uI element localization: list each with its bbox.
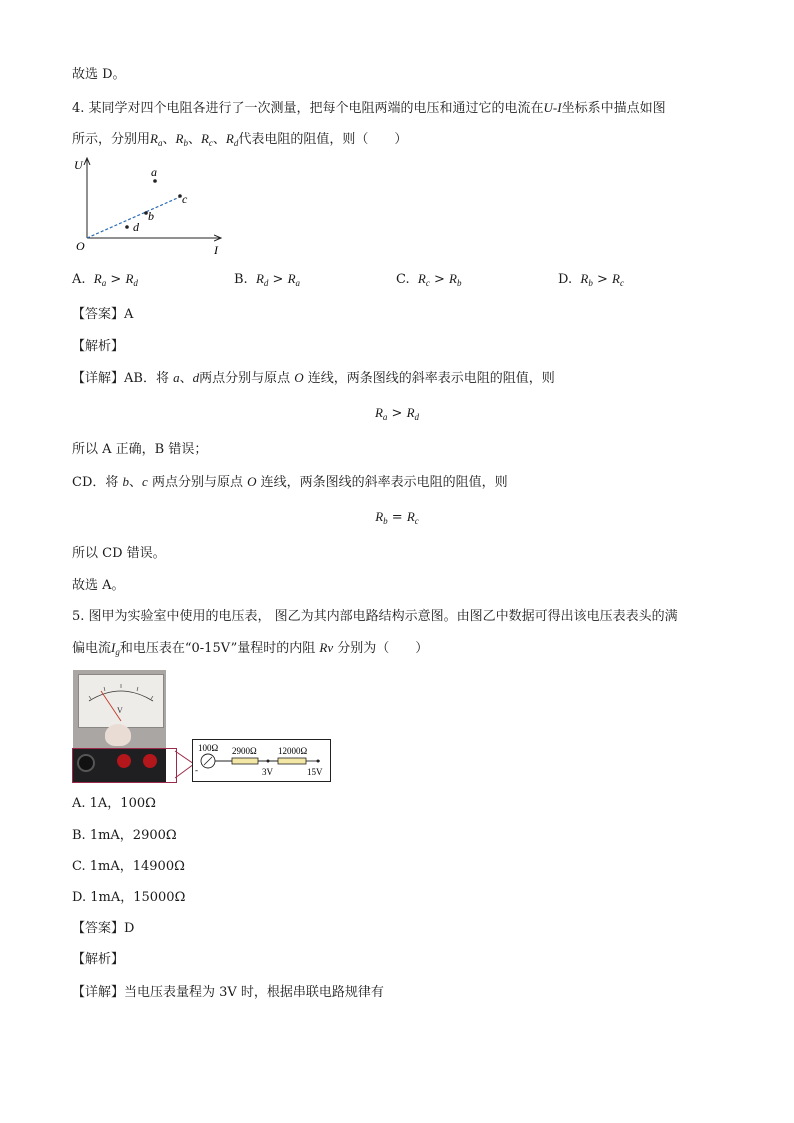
meter-knob (105, 724, 131, 746)
detail-cd-text-1: CD．将 (72, 475, 119, 490)
option-label: A. (72, 272, 86, 287)
q4-detail-ab (72, 369, 555, 388)
sub-c: c (414, 516, 419, 526)
y-axis-label: U (74, 158, 83, 172)
point-b-label: b (148, 209, 154, 223)
q4-stem-text-c1: 所示，分别用 (72, 132, 151, 147)
point-d-ref: d (192, 370, 200, 385)
operator: = (391, 510, 403, 525)
ui-graph-figure (70, 152, 230, 258)
sub-right: b (456, 278, 462, 288)
operator: > (272, 272, 284, 287)
sub-b: b (183, 138, 188, 148)
symbol-r: R (449, 271, 457, 286)
formula-ra-gt-rd (0, 404, 794, 426)
separator: 、 (179, 371, 193, 386)
q5-detail: 【详解】当电压表量程为 3V 时，根据串联电路规律有 (72, 985, 384, 1000)
symbol-r: R (150, 131, 158, 146)
point-c-label: c (182, 192, 188, 206)
symbol-r: R (200, 131, 209, 146)
separator: 、 (212, 132, 226, 147)
q4-answer: 【答案】A (72, 307, 134, 322)
sub-c: c (208, 138, 213, 148)
point-a-label: a (151, 165, 157, 179)
q5-option-d[interactable]: D. 1mA，15000Ω (72, 890, 186, 905)
formula-rb-eq-rc (0, 508, 794, 530)
symbol-r: R (175, 131, 184, 146)
separator: 、 (129, 475, 143, 490)
symbol-r: R (375, 509, 384, 524)
point-c-ref: c (142, 474, 148, 489)
sub-b: b (383, 516, 388, 526)
operator: > (596, 272, 608, 287)
q4-final-choice: 故选 A。 (72, 578, 125, 593)
operator: > (391, 406, 403, 421)
separator: 、 (162, 132, 176, 147)
q4-ui-label: U-I (543, 100, 562, 115)
option-label: B. (234, 272, 248, 287)
q4-detail-cd (72, 473, 508, 492)
q4-stem-text-b: 坐标系中描点如图 (561, 101, 666, 116)
terminal-highlight-box (72, 748, 177, 783)
sub-d: d (414, 412, 420, 422)
resistor-2900 (232, 758, 258, 764)
q5-text-2: 和电压表在“0-15V”量程时的内阻 (119, 641, 316, 656)
q5-text-1: 偏电流 (72, 641, 112, 656)
q5-stem-line-2 (72, 639, 428, 661)
meter-scale (79, 675, 163, 727)
separator: 、 (187, 132, 201, 147)
sub-g: g (115, 647, 120, 657)
symbol-rv: Rv (319, 640, 334, 655)
symbol-r: R (612, 271, 620, 286)
point-a (153, 179, 157, 183)
symbol-r: R (125, 271, 134, 286)
origin-label: O (76, 239, 85, 253)
meter-label: V (117, 706, 123, 715)
x-axis-label: I (214, 243, 218, 257)
symbol-r: R (406, 405, 415, 420)
detail-ab-text-2: 两点分别与原点 (199, 371, 291, 386)
symbol-r: R (417, 271, 426, 286)
q4-stem-text-c2: 代表电阻的阻值，则（ ） (238, 132, 408, 147)
sub-a: a (382, 412, 388, 422)
q5-answer: 【答案】D (72, 921, 135, 936)
resistor-2900-label: 2900Ω (232, 746, 257, 756)
q4-analysis-tag: 【解析】 (72, 339, 125, 354)
sub-a: a (157, 138, 163, 148)
sub-d: d (233, 138, 239, 148)
option-label: C. (396, 272, 410, 287)
option-label: D. (558, 272, 573, 287)
symbol-r: R (93, 271, 102, 286)
point-a-ref: a (173, 370, 180, 385)
minus-label: - (195, 765, 198, 775)
q5-option-a[interactable]: A. 1A，100Ω (72, 796, 156, 811)
sub-left: a (101, 278, 107, 288)
symbol-r: R (225, 131, 234, 146)
q4-option-d[interactable] (558, 270, 624, 292)
circuit-diagram (192, 739, 332, 783)
sub-right: c (619, 278, 624, 288)
tap-3v-label: 3V (262, 767, 273, 777)
operator: > (110, 272, 122, 287)
symbol-r: R (580, 271, 589, 286)
meter-resistance-label: 100Ω (198, 743, 219, 753)
q5-option-c[interactable]: C. 1mA，14900Ω (72, 859, 185, 874)
resistor-12000 (278, 758, 306, 764)
detail-ab-text-3: 连线，两条图线的斜率表示电阻的阻值，则 (307, 371, 555, 386)
symbol-r: R (406, 509, 415, 524)
q4-option-c[interactable] (396, 270, 461, 292)
meter-face (78, 674, 164, 728)
sub-left: c (425, 278, 430, 288)
q5-option-b[interactable]: B. 1mA，2900Ω (72, 828, 177, 843)
symbol-r: R (287, 271, 296, 286)
q5-text-3: 分别为（ ） (337, 641, 429, 656)
previous-answer-line: 故选 D。 (72, 67, 126, 82)
origin-ref: O (247, 474, 257, 489)
q4-stem-text-a: 4. 某同学对四个电阻各进行了一次测量，把每个电阻两端的电压和通过它的电流在 (72, 101, 544, 116)
point-d (125, 225, 129, 229)
q5-analysis-tag: 【解析】 (72, 952, 125, 967)
origin-ref: O (294, 370, 304, 385)
sub-left: d (263, 278, 269, 288)
q4-stem-line-1 (72, 99, 666, 118)
q4-option-a[interactable] (72, 270, 138, 292)
detail-cd-text-2: 两点分别与原点 (151, 475, 243, 490)
detail-cd-text-3: 连线，两条图线的斜率表示电阻的阻值，则 (260, 475, 508, 490)
operator: > (433, 272, 445, 287)
q4-option-b[interactable] (234, 270, 300, 292)
tap-15v-label: 15V (307, 767, 323, 777)
detail-ab-text-1: 【详解】AB．将 (72, 371, 169, 386)
point-b-ref: b (122, 474, 130, 489)
symbol-i: I (111, 640, 116, 655)
sub-right: a (295, 278, 301, 288)
q4-conclusion-ab: 所以 A 正确，B 错误； (72, 442, 208, 457)
q5-stem-line-1: 5. 图甲为实验室中使用的电压表， 图乙为其内部电路结构示意图。由图乙中数据可得出该电压表表头的满 (72, 609, 678, 624)
resistor-12000-label: 12000Ω (278, 746, 308, 756)
symbol-r: R (374, 405, 383, 420)
sub-right: d (133, 278, 138, 288)
sub-left: b (588, 278, 593, 288)
q4-stem-line-2 (72, 130, 407, 152)
point-d-label: d (133, 220, 139, 234)
q4-conclusion-cd: 所以 CD 错误。 (72, 546, 166, 561)
symbol-r: R (255, 271, 264, 286)
